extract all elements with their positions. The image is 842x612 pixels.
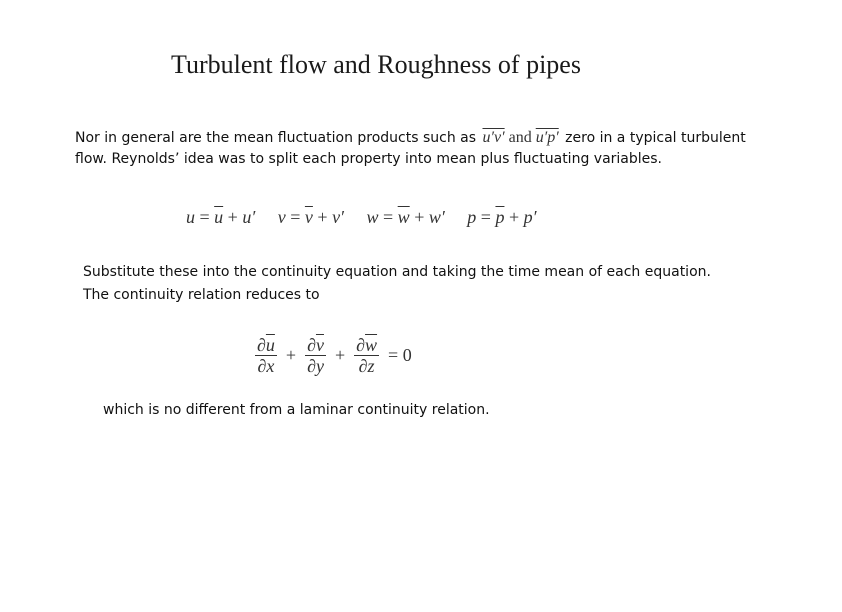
paragraph-intro-after: zero in a typical turbulent xyxy=(565,130,746,146)
plus-sign: + xyxy=(285,345,297,365)
paragraph-substitute-line2: The continuity relation reduces to xyxy=(83,287,320,303)
and-word: and xyxy=(508,129,532,146)
paragraph-intro-before: Nor in general are the mean fluctuation products such as xyxy=(75,130,477,146)
p-decomposition: $p = \overline{p} + p'$ xyxy=(467,207,537,227)
paragraph-conclusion: which is no different from a laminar continuity relation. xyxy=(103,402,490,418)
uv-product: u′v′ xyxy=(482,129,505,146)
fluctuation-products-formula xyxy=(481,126,561,149)
du-dx-fraction: $\frac{\partial\overline{u}}{\partial x}$ xyxy=(257,335,275,376)
reynolds-decomposition xyxy=(186,207,555,228)
continuity-equation xyxy=(255,335,412,376)
slide-title: Turbulent flow and Roughness of pipes xyxy=(171,50,581,79)
equals-zero: = 0 xyxy=(388,345,412,365)
up-product: u′p′ xyxy=(535,129,559,146)
plus-sign: + xyxy=(334,345,346,365)
paragraph-substitute-line1: Substitute these into the continuity equation and taking the time mean of each equation. xyxy=(83,264,711,280)
u-decomposition: $u = \overline{u} + u'$ xyxy=(186,207,256,227)
paragraph-intro-line2: flow. Reynolds’ idea was to split each property into mean plus fluctuating variables. xyxy=(75,151,663,167)
paragraph-intro xyxy=(75,126,746,150)
v-decomposition: $v = \overline{v} + v'$ xyxy=(277,207,344,227)
w-decomposition: $w = \overline{w} + w'$ xyxy=(366,207,445,227)
dv-dy-fraction: $\frac{\partial\overline{v}}{\partial y}$ xyxy=(307,335,324,376)
dw-dz-fraction: $\frac{\partial\overline{w}}{\partial z}$ xyxy=(356,335,378,376)
